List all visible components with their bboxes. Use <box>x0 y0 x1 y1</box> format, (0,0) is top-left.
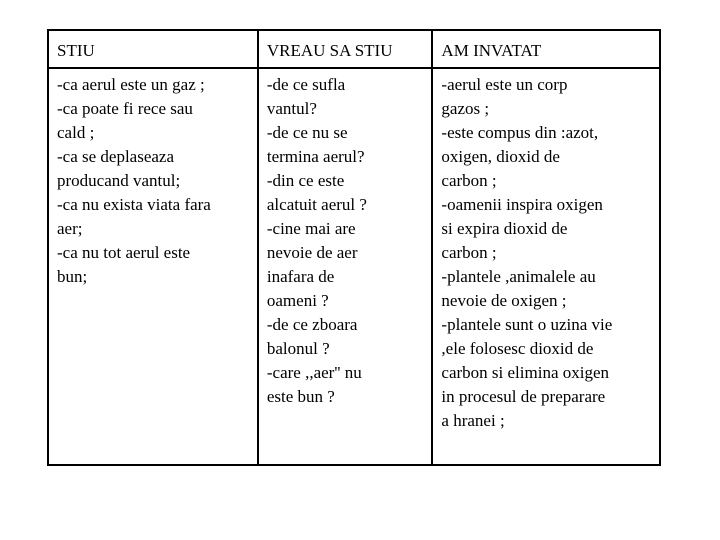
cell-line: bun; <box>57 267 88 286</box>
cell-line: -este compus din :azot, <box>441 123 599 142</box>
cell-line: termina aerul? <box>266 147 365 166</box>
cell-line: -plantele sunt o uzina vie <box>441 315 613 334</box>
cell-line: -cine mai are <box>266 219 356 238</box>
cell-line: oxigen, dioxid de <box>441 147 560 166</box>
cell-line: balonul ? <box>266 339 330 358</box>
cell-line: -ca poate fi rece sau <box>57 99 193 118</box>
cell-line: vantul? <box>266 99 317 118</box>
cell-line: producand vantul; <box>57 171 181 190</box>
header-vreau-sa-stiu: VREAU SA STIU <box>258 30 433 68</box>
header-stiu: STIU <box>48 30 258 68</box>
cell-line: in procesul de preparare <box>441 387 606 406</box>
cell-am-invatat <box>432 68 660 465</box>
cell-line: nevoie de aer <box>266 243 358 262</box>
cell-vreau-sa-stiu <box>258 68 433 465</box>
cell-line: -ca nu exista viata fara <box>57 195 211 214</box>
cell-line: cald ; <box>57 123 95 142</box>
cell-line: -ca nu tot aerul este <box>57 243 191 262</box>
cell-line: -oamenii inspira oxigen <box>441 195 603 214</box>
cell-line: oameni ? <box>266 291 329 310</box>
cell-line: ,ele folosesc dioxid de <box>441 339 594 358</box>
cell-line: -care ,,aer'' nu <box>266 363 362 382</box>
cell-line: -aerul este un corp <box>441 75 568 94</box>
cell-stiu <box>48 68 258 465</box>
cell-line: -de ce sufla <box>266 75 346 94</box>
cell-line: alcatuit aerul ? <box>266 195 367 214</box>
cell-line: -ca aerul este un gaz ; <box>57 75 205 94</box>
header-am-invatat: AM INVATAT <box>432 30 660 68</box>
cell-line: -ca se deplaseaza <box>57 147 175 166</box>
cell-line: -de ce zboara <box>266 315 358 334</box>
cell-line: este bun ? <box>266 387 335 406</box>
cell-line: gazos ; <box>441 99 490 118</box>
header-row <box>48 30 660 68</box>
kwl-table <box>47 29 661 466</box>
content-row <box>48 68 660 465</box>
cell-line: -plantele ,animalele au <box>441 267 596 286</box>
cell-line: carbon ; <box>441 243 497 262</box>
cell-line: carbon si elimina oxigen <box>441 363 610 382</box>
cell-line: -de ce nu se <box>266 123 348 142</box>
cell-line: si expira dioxid de <box>441 219 568 238</box>
cell-line: carbon ; <box>441 171 497 190</box>
cell-line: nevoie de oxigen ; <box>441 291 567 310</box>
cell-line: inafara de <box>266 267 335 286</box>
cell-line: aer; <box>57 219 83 238</box>
cell-line: -din ce este <box>266 171 345 190</box>
cell-line: a hranei ; <box>441 411 505 430</box>
